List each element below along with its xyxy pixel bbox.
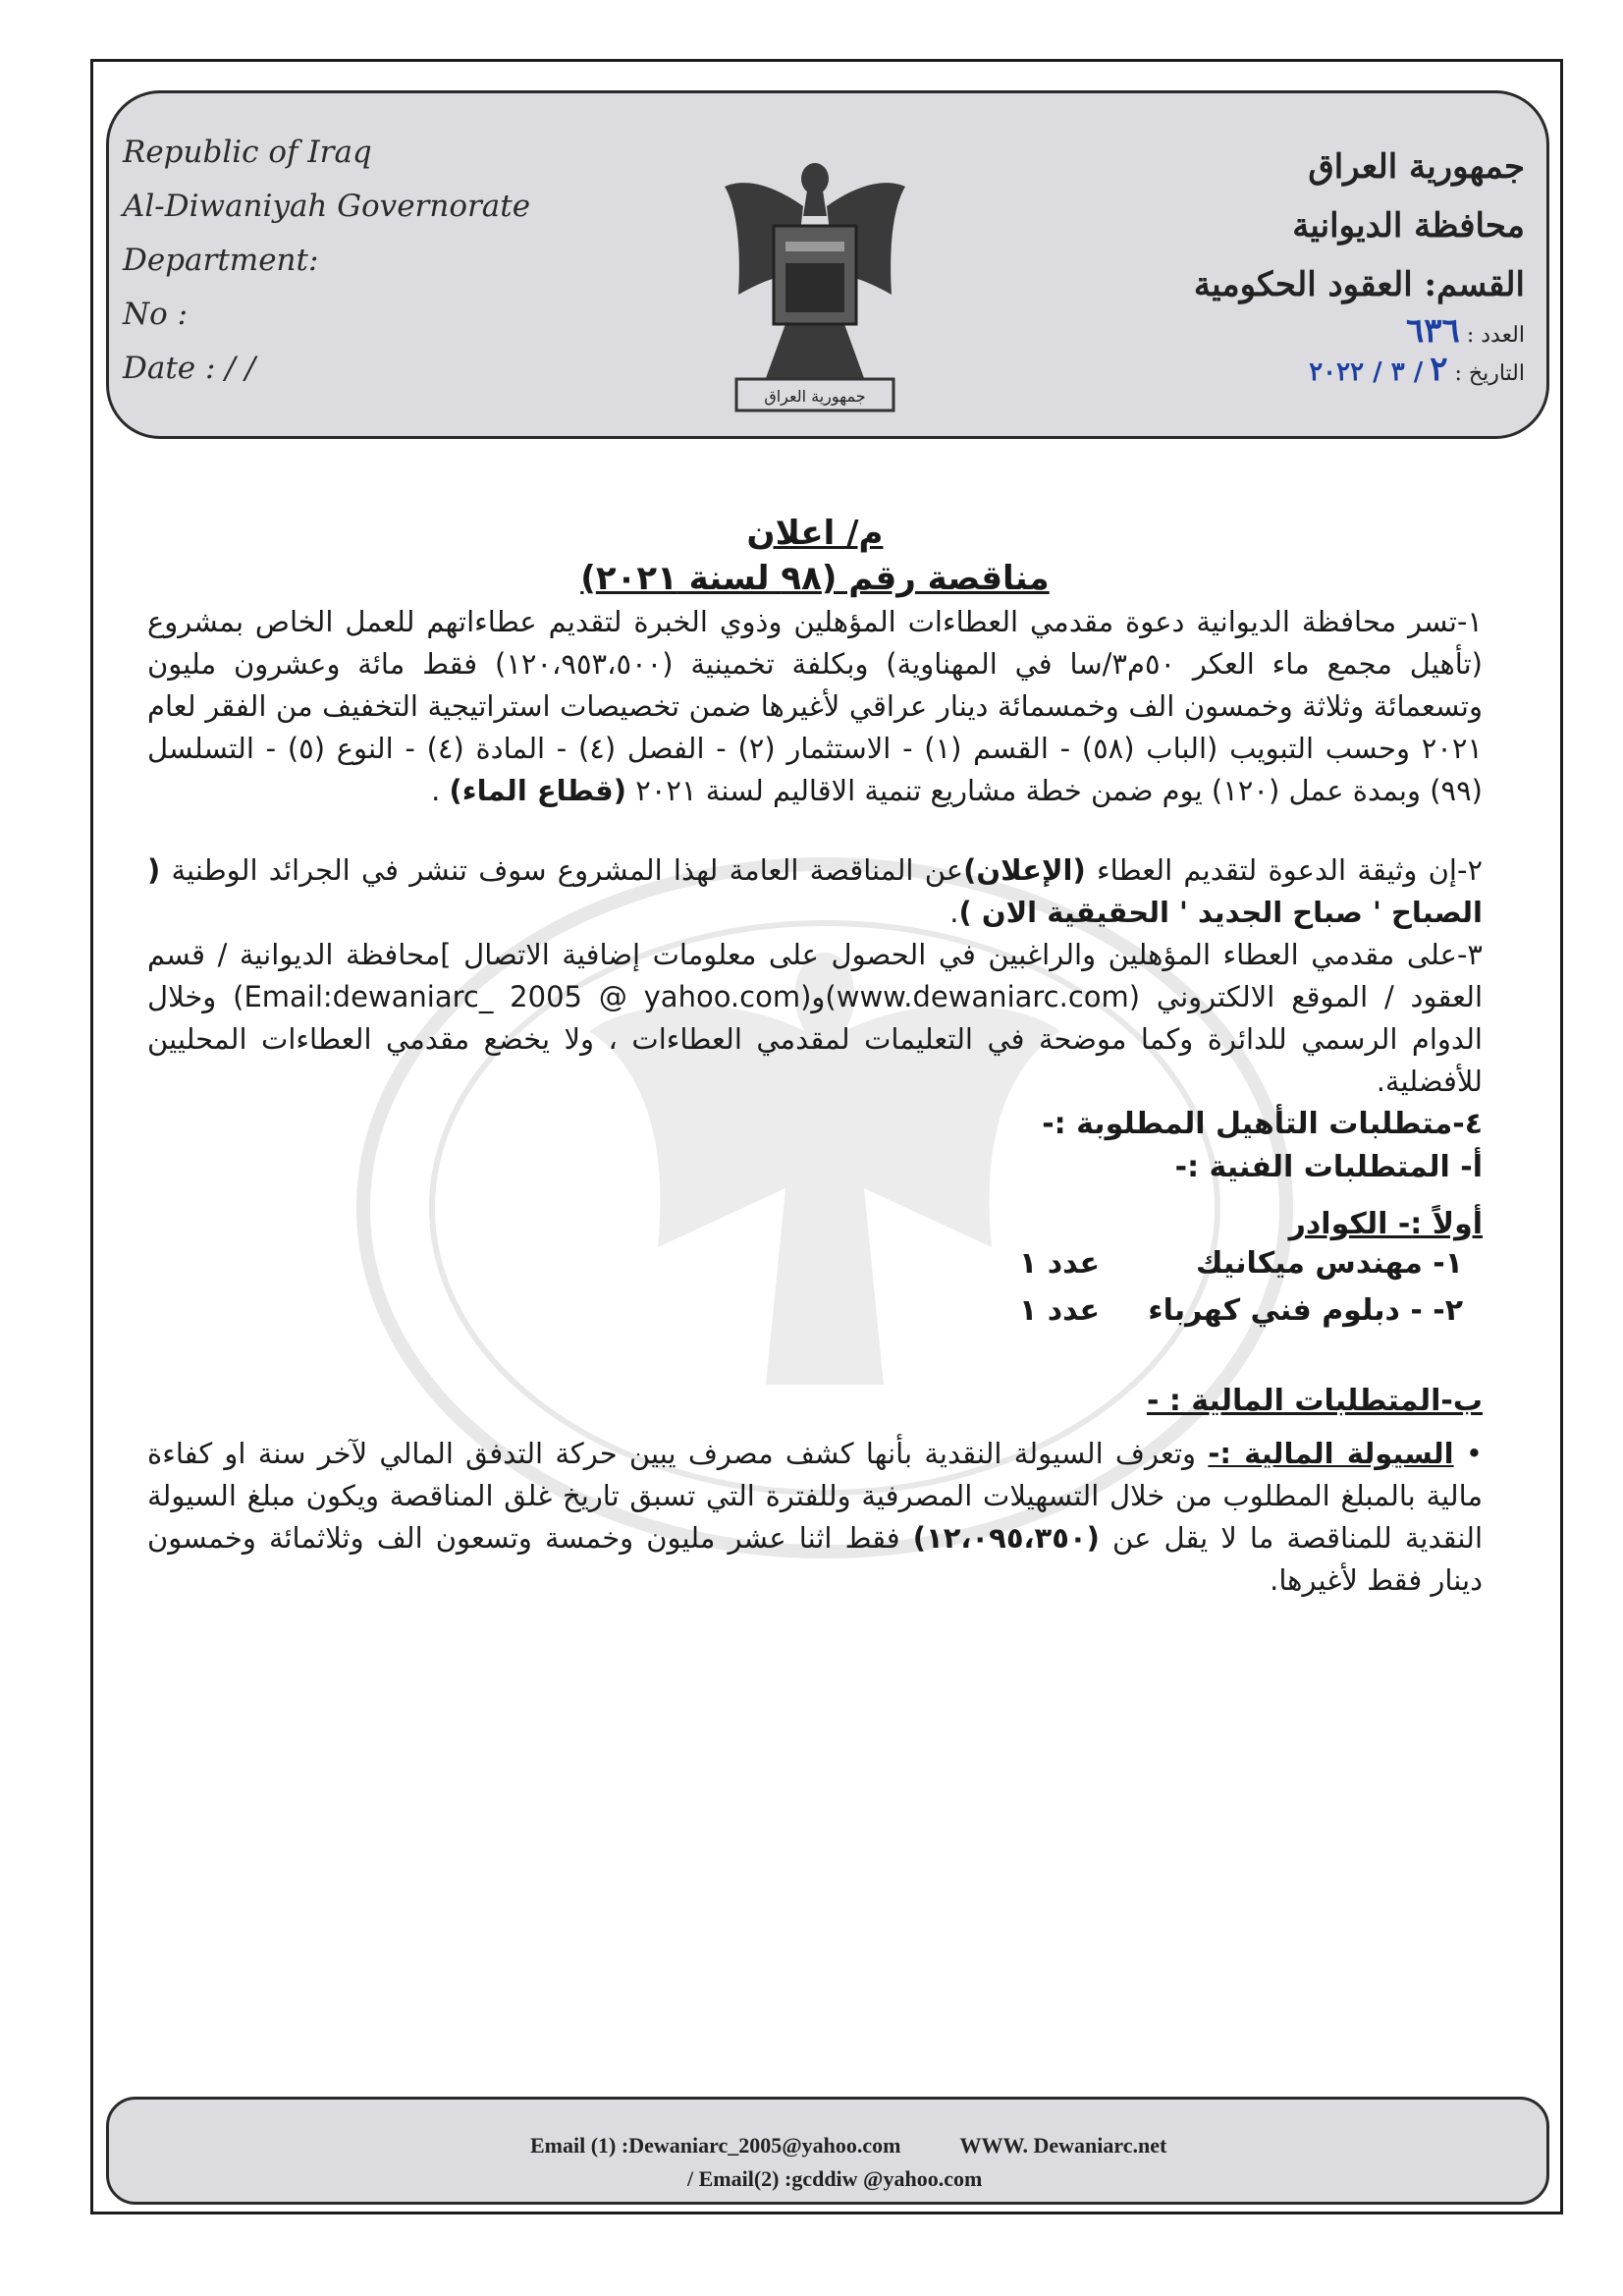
footer-email-2: / Email(2) :gcddiw @yahoo.com: [687, 2166, 983, 2191]
number-row: [1194, 311, 1525, 353]
date-rest: / ٣ / ٢٠٢٢: [1309, 357, 1424, 387]
governorate-en: Al-Diwaniyah Governorate: [123, 189, 531, 224]
paragraph-1: [147, 601, 1483, 812]
announcement-title: [147, 511, 1483, 601]
staff-row-1: [147, 1246, 1483, 1293]
emblem-label: جمهورية العراق: [764, 387, 866, 406]
p2-newspapers: ( الصباح ' صباح الجديد ' الحقيقية الان ): [147, 853, 1483, 929]
p1-text: ١-تسر محافظة الديوانية دعوة مقدمي العطاءات المؤهلين وذوي الخبرة لتقديم عطاءاتهم للعمل الخاص بمشروع (تأهيل مجمع ماء العكر ٥٠م٣/سا في المهناوية) وبكلفة تخمينية (١٢٠،٩٥٣،٥٠٠) فقط مائة وعشرون مليون وتسعمائة وثلاثة وخمسون الف وخمسمائة دينار عراقي لأغيرها ضمن تخصيصات استراتيجية التخفيف من الفقر لعام ٢٠٢١ وحسب التبويب (الباب (٥٨) - القسم (١) - الاستثمار (٢) - الفصل (٤) - المادة (٤) - النوع (٥) - التسلسل (٩٩) وبمدة عمل (١٢٠) يوم ضمن خطة مشاريع تنمية الاقاليم لسنة ٢٠٢١: [147, 605, 1484, 807]
cadres-heading: أولاً :- الكوادر: [1288, 1207, 1483, 1241]
announcement-body: [147, 511, 1483, 1602]
p2-text-a: ٢-إن وثيقة الدعوة لتقديم العطاء: [1085, 853, 1484, 887]
date-row: [1194, 350, 1525, 391]
footer-email-1: Email (1) :Dewaniarc_2005@yahoo.com: [530, 2133, 901, 2158]
republic-en: Republic of Iraq: [123, 135, 372, 170]
footer-contacts: [530, 2129, 1166, 2196]
date-label: التاريخ :: [1454, 361, 1525, 386]
p3-email: (Email:dewaniarc_ 2005 @ yahoo.com): [233, 980, 812, 1013]
p3-and: و: [811, 980, 826, 1013]
letterhead-arabic: [1194, 137, 1525, 391]
liquidity-paragraph: • السيولة المالية :- وتعرف السيولة النقدية بأنها كشف مصرف يبين حركة التدفق المالي لآخر سنة او كفاءة مالية بالمبلغ المطلوب من خلال التسهيلات المصرفية وللفترة التي تسبق تاريخ غلق المناقصة ويكون مبلغ السيولة النقدية للمناقصة ما لا يقل عن (١٢،٠٩٥،٣٥٠) فقط اثنا عشر مليون وخمسة وتسعون الف وثلاثمائة وخمسون دينار فقط لأغيرها.: [147, 1437, 1483, 1597]
technical-requirements-heading: أ- المتطلبات الفنية :-: [1174, 1150, 1483, 1184]
financial-requirements-heading: ب-المتطلبات المالية : -: [1146, 1384, 1483, 1418]
liquidity-end: فقط اثنا عشر مليون وخمسة وتسعون الف وثلاثمائة وخمسون دينار فقط لأغيرها.: [147, 1521, 1483, 1597]
staff-count-2: عدد ١: [1019, 1293, 1100, 1328]
number-value: ٦٣٦: [1406, 311, 1460, 351]
letterhead-english: [123, 126, 530, 396]
staff-role-2: ٢- - دبلوم فني كهرباء: [1148, 1293, 1463, 1328]
date-day: ٢: [1430, 350, 1448, 389]
qualification-heading: ٤-متطلبات التأهيل المطلوبة :-: [1042, 1107, 1483, 1141]
p1-end: .: [431, 774, 450, 807]
department-en: Department:: [123, 243, 319, 278]
staff-row-2: [147, 1293, 1483, 1340]
p2-text-b: عن المناقصة العامة لهذا المشروع سوف تنشر في الجرائد الوطنية: [160, 853, 964, 887]
liquidity-amount: (١٢،٠٩٥،٣٥٠): [912, 1521, 1100, 1555]
staff-role-1: ١- مهندس ميكانيك: [1196, 1246, 1463, 1281]
governorate-ar: محافظة الديوانية: [1292, 206, 1525, 246]
p3-text-a: ٣-على مقدمي العطاء المؤهلين والراغبين في الحصول على معلومات إضافية الاتصال ]محافظة الديوانية / قسم العقود / الموقع الالكتروني: [147, 938, 1484, 1013]
footer-website: WWW. Dewaniarc.net: [959, 2133, 1167, 2158]
p1-sector: (قطاع الماء): [449, 774, 627, 807]
department-ar: القسم: العقود الحكومية: [1193, 265, 1525, 304]
number-en: No :: [123, 297, 189, 332]
p2-announcement: (الإعلان): [963, 853, 1086, 887]
paragraph-3: [147, 934, 1483, 1103]
staff-count-1: عدد ١: [1019, 1246, 1100, 1281]
title-line2: مناقصة رقم (٩٨ لسنة ٢٠٢١): [580, 559, 1050, 598]
title-line1: م/ اعلان: [746, 514, 884, 553]
p3-text-b: وخلال الدوام الرسمي للدائرة وكما موضحة في التعليمات لمقدمي العطاءات ، ولا يخضع مقدمي العطاءات المحليين للأفضلية.: [147, 980, 1483, 1098]
iraq-eagle-emblem: [717, 147, 913, 417]
date-en: Date : / /: [123, 351, 256, 386]
republic-ar: جمهورية العراق: [1308, 147, 1525, 187]
paragraph-2: [147, 849, 1483, 934]
p2-end: .: [949, 896, 959, 929]
liquidity-text: وتعرف السيولة النقدية بأنها كشف مصرف يبين حركة التدفق المالي لآخر سنة او كفاءة مالية بالمبلغ المطلوب من خلال التسهيلات المصرفية وللفترة التي تسبق تاريخ غلق المناقصة ويكون مبلغ السيولة النقدية للمناقصة ما لا يقل عن: [147, 1437, 1483, 1555]
p3-website: (www.dewaniarc.com): [825, 980, 1141, 1013]
liquidity-label: السيولة المالية :-: [1208, 1437, 1454, 1470]
number-label: العدد :: [1466, 323, 1525, 348]
